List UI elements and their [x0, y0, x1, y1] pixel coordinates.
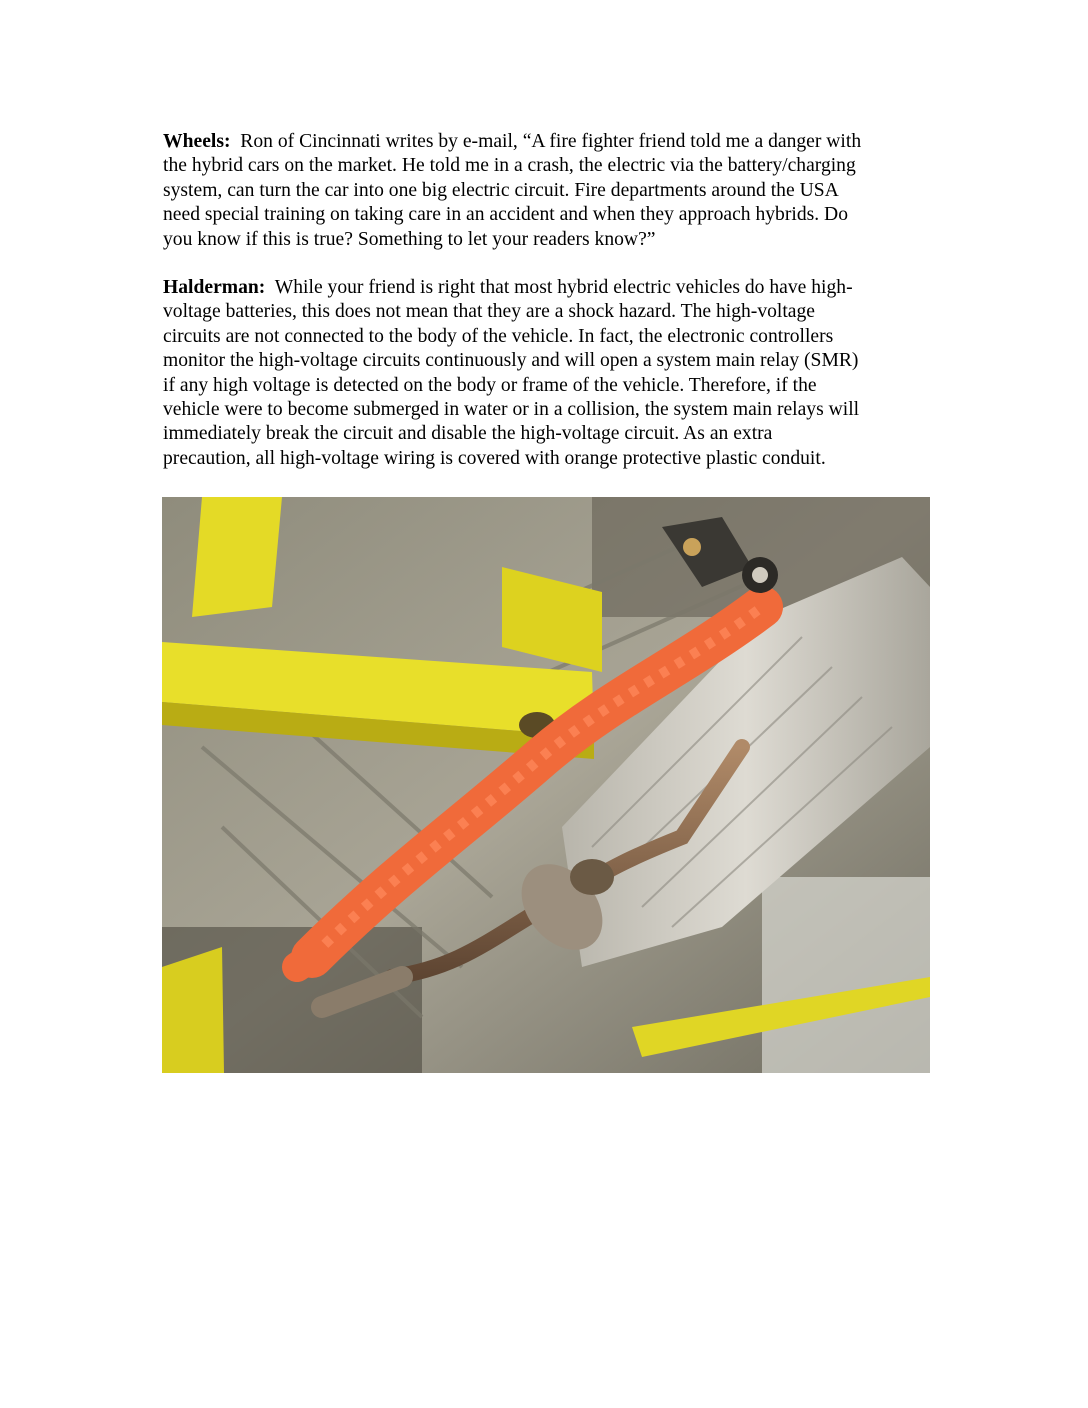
- answer-line-3: circuits are not connected to the body of the vehicle. In fact, the electronic controllers: [163, 325, 834, 347]
- answer-line-7: immediately break the circuit and disable the high-voltage circuit. As an extra: [163, 423, 773, 445]
- question-line-4: need special training on taking care in an accident and when they approach hybrids. Do: [163, 204, 848, 226]
- question-line-3: system, can turn the car into one big electric circuit. Fire departments around the USA: [163, 179, 839, 201]
- question-line-1: Wheels: Ron of Cincinnati writes by e-mail, “A fire fighter friend told me a danger with: [163, 131, 862, 152]
- answer-line-1: Halderman: While your friend is right that most hybrid electric vehicles do have high-: [163, 277, 853, 298]
- question-speaker: Wheels:: [163, 131, 231, 152]
- answer-line-8: precaution, all high-voltage wiring is covered with orange protective plastic conduit.: [163, 447, 826, 469]
- question-paragraph: [163, 130, 933, 252]
- hybrid-underbody-photo: [162, 497, 930, 1073]
- answer-line-6: vehicle were to become submerged in water or in a collision, the system main relays will: [163, 399, 860, 421]
- answer-line-2: voltage batteries, this does not mean that they are a shock hazard. The high-voltage: [163, 301, 815, 323]
- question-line-5: you know if this is true? Something to let your readers know?”: [163, 228, 656, 250]
- answer-line-5: if any high voltage is detected on the body or frame of the vehicle. Therefore, if the: [163, 374, 817, 396]
- answer-paragraph: [163, 276, 933, 471]
- answer-speaker: Halderman:: [163, 277, 266, 298]
- answer-line-4: monitor the high-voltage circuits continuously and will open a system main relay (SMR): [163, 350, 859, 372]
- question-line-2: the hybrid cars on the market. He told me in a crash, the electric via the battery/charging: [163, 155, 856, 177]
